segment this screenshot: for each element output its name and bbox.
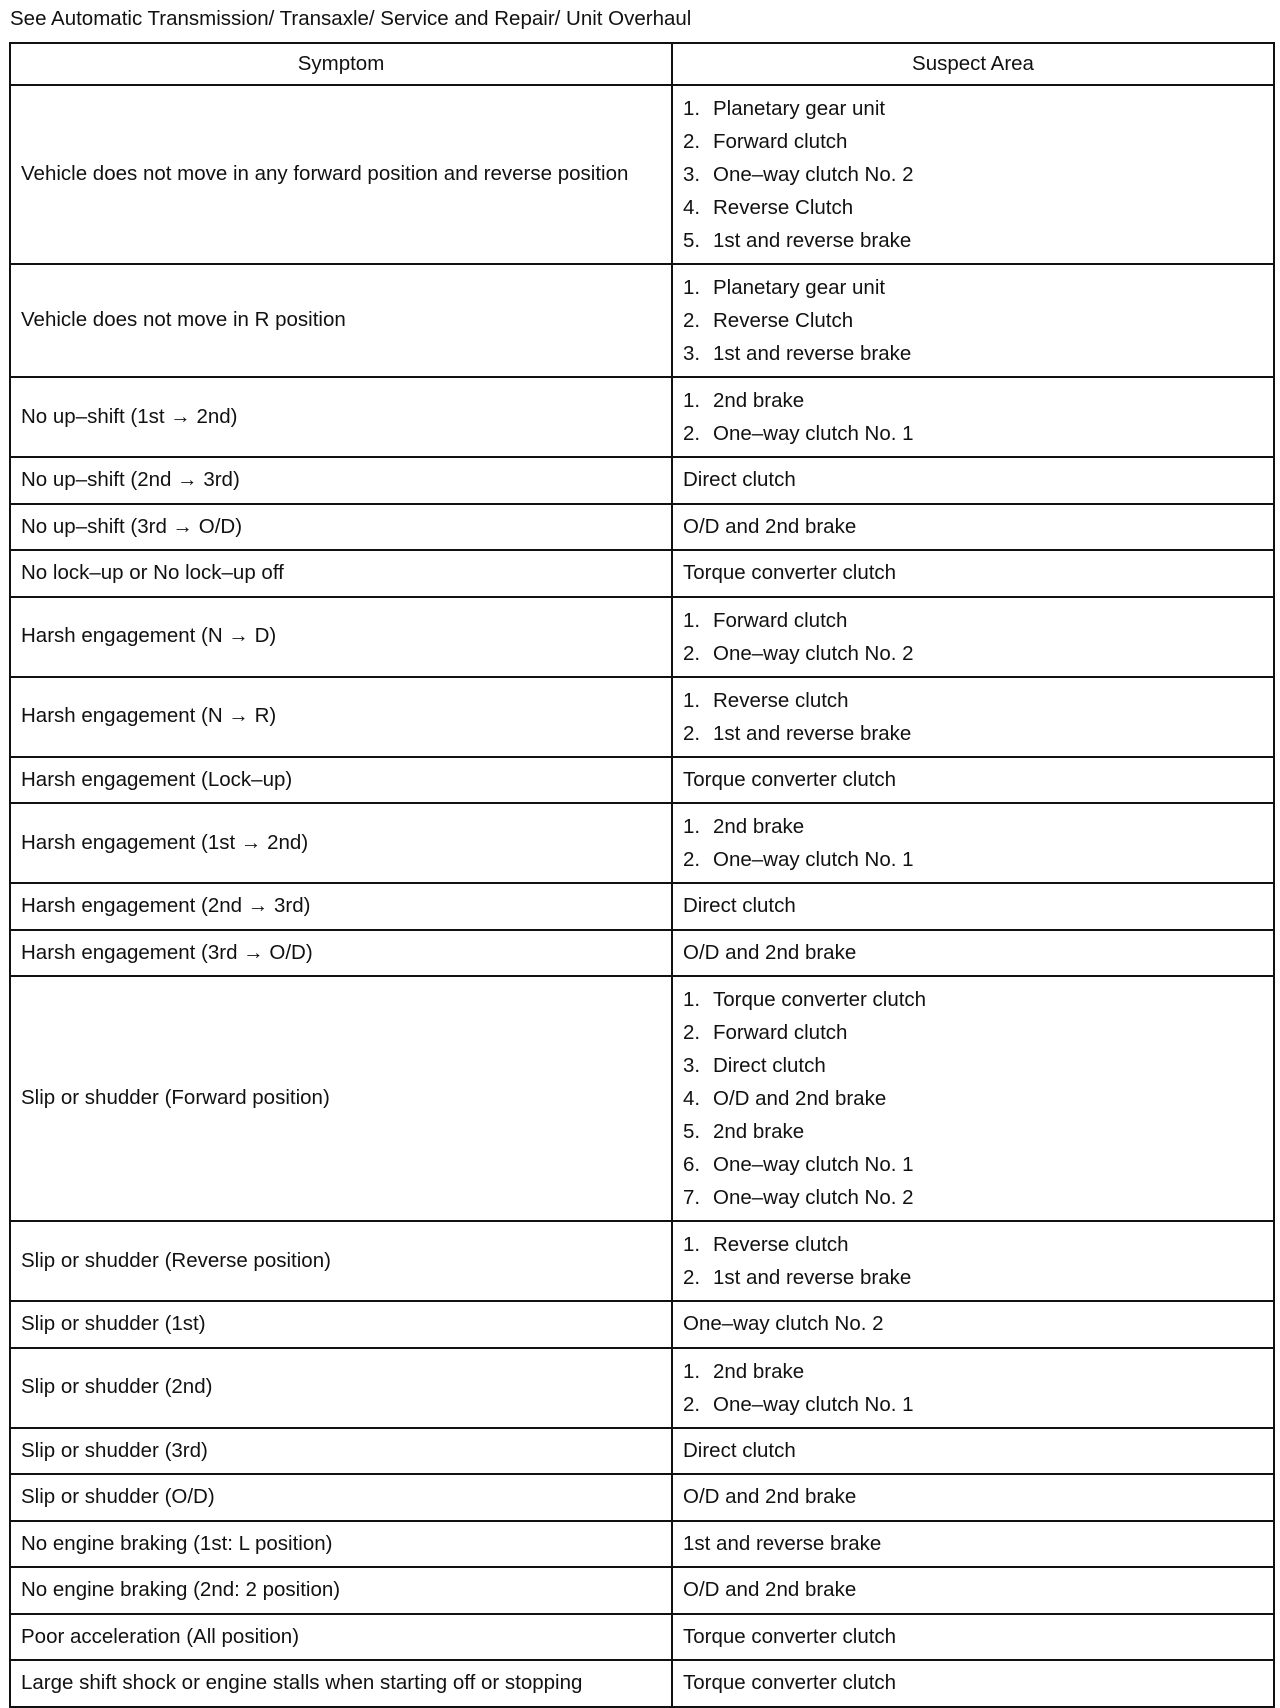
suspect-number: 1. (683, 389, 701, 412)
suspect-text: Reverse Clutch (713, 196, 854, 219)
symptom-text: No up–shift (3rd → O/D) (21, 514, 243, 538)
suspect-number: 1. (683, 97, 701, 120)
table-row (10, 757, 1274, 804)
suspect-number: 1. (683, 1359, 701, 1383)
table-row (10, 264, 1274, 377)
suspect-text: Reverse Clutch (713, 309, 854, 332)
suspect-list-item (683, 1115, 1263, 1148)
suspect-list-item (683, 304, 1263, 337)
symptom-cell (10, 85, 672, 264)
table-row (10, 85, 1274, 264)
suspect-area-cell (672, 377, 1274, 457)
suspect-list (683, 1228, 1263, 1294)
suspect-area-cell (672, 1221, 1274, 1301)
symptom-text: Harsh engagement (N → R) (21, 704, 277, 728)
table-row (10, 1521, 1274, 1568)
suspect-text: 2nd brake (713, 815, 805, 838)
symptom-text: No engine braking (2nd: 2 position) (21, 1578, 341, 1601)
symptom-text: Slip or shudder (O/D) (21, 1485, 215, 1508)
symptom-text: Harsh engagement (2nd → 3rd) (21, 894, 311, 917)
symptom-cell (10, 597, 672, 677)
suspect-text: One–way clutch No. 2 (713, 163, 914, 186)
symptom-cell (10, 976, 672, 1221)
suspect-number: 2. (683, 721, 701, 745)
table-row (10, 597, 1274, 677)
symptom-text: No lock–up or No lock–up off (21, 561, 284, 584)
suspect-text: Planetary gear unit (713, 97, 886, 120)
suspect-list-item (683, 191, 1263, 224)
suspect-number: 6. (683, 1153, 701, 1176)
suspect-text: One–way clutch No. 1 (713, 1392, 914, 1416)
symptom-text: Harsh engagement (N → D) (21, 624, 277, 648)
symptom-text: Slip or shudder (Forward position) (21, 1086, 330, 1110)
suspect-text: Direct clutch (683, 468, 796, 491)
symptom-text: No up–shift (2nd → 3rd) (21, 468, 240, 491)
suspect-list-item (683, 1016, 1263, 1049)
suspect-text: One–way clutch No. 2 (713, 1186, 914, 1209)
suspect-list-item (683, 843, 1263, 876)
symptom-text: No up–shift (1st → 2nd) (21, 404, 238, 428)
suspect-list-item (683, 1261, 1263, 1294)
suspect-text: Forward clutch (713, 130, 848, 153)
suspect-number: 4. (683, 1087, 701, 1110)
suspect-area-cell (672, 597, 1274, 677)
suspect-list-item (683, 125, 1263, 158)
suspect-text: 1st and reverse brake (713, 1266, 912, 1289)
symptom-cell (10, 803, 672, 883)
symptom-text: Harsh engagement (Lock–up) (21, 767, 293, 791)
symptom-table (9, 42, 1275, 1708)
suspect-text: Direct clutch (683, 1438, 796, 1462)
suspect-area-cell (672, 1567, 1274, 1614)
suspect-number: 4. (683, 196, 701, 219)
suspect-text: Torque converter clutch (683, 767, 897, 791)
suspect-text: One–way clutch No. 1 (713, 1153, 914, 1176)
suspect-area-cell (672, 1614, 1274, 1661)
symptom-text: Slip or shudder (3rd) (21, 1438, 208, 1462)
symptom-cell (10, 1474, 672, 1521)
symptom-text: No engine braking (1st: L position) (21, 1531, 333, 1555)
symptom-text: Vehicle does not move in any forward position and reverse position (21, 162, 629, 186)
table-row (10, 883, 1274, 930)
suspect-area-cell (672, 550, 1274, 597)
suspect-text: One–way clutch No. 2 (713, 641, 914, 665)
suspect-area-cell (672, 883, 1274, 930)
symptom-cell (10, 1614, 672, 1661)
table-row (10, 377, 1274, 457)
suspect-area-cell (672, 1660, 1274, 1707)
suspect-text: Torque converter clutch (713, 988, 927, 1011)
suspect-text: O/D and 2nd brake (713, 1087, 887, 1110)
table-row (10, 1221, 1274, 1301)
symptom-text: Slip or shudder (2nd) (21, 1375, 213, 1399)
symptom-text: Poor acceleration (All position) (21, 1624, 300, 1648)
suspect-area-cell (672, 803, 1274, 883)
column-header-suspect-area: Suspect Area (672, 43, 1274, 85)
table-row (10, 1567, 1274, 1614)
symptom-cell (10, 264, 672, 377)
suspect-number: 7. (683, 1186, 701, 1209)
suspect-list-item (683, 604, 1263, 637)
symptom-cell (10, 1660, 672, 1707)
symptom-cell (10, 1221, 672, 1301)
suspect-area-cell (672, 457, 1274, 504)
suspect-text: 2nd brake (713, 1359, 805, 1383)
suspect-number: 1. (683, 1233, 701, 1256)
suspect-list-item (683, 1049, 1263, 1082)
suspect-area-cell (672, 1428, 1274, 1475)
symptom-text: Vehicle does not move in R position (21, 308, 346, 332)
suspect-text: 1st and reverse brake (683, 1531, 882, 1555)
suspect-number: 3. (683, 342, 701, 365)
suspect-list-item (683, 1355, 1263, 1388)
suspect-list-item (683, 1228, 1263, 1261)
symptom-cell (10, 1428, 672, 1475)
table-row (10, 1348, 1274, 1428)
suspect-text: O/D and 2nd brake (683, 1485, 857, 1508)
suspect-area-cell (672, 504, 1274, 551)
table-body (10, 85, 1274, 1707)
suspect-list-item (683, 92, 1263, 125)
suspect-list-item (683, 1148, 1263, 1181)
suspect-text: O/D and 2nd brake (683, 940, 857, 964)
suspect-list-item (683, 1181, 1263, 1214)
symptom-cell (10, 504, 672, 551)
suspect-list (683, 684, 1263, 750)
symptom-cell (10, 550, 672, 597)
suspect-list-item (683, 337, 1263, 370)
suspect-list-item (683, 271, 1263, 304)
symptom-cell (10, 457, 672, 504)
suspect-number: 2. (683, 641, 701, 665)
suspect-text: 1st and reverse brake (713, 229, 912, 252)
suspect-text: 2nd brake (713, 389, 805, 412)
suspect-text: Forward clutch (713, 1021, 848, 1044)
suspect-text: One–way clutch No. 1 (713, 848, 914, 871)
suspect-number: 2. (683, 1021, 701, 1044)
table-row (10, 803, 1274, 883)
symptom-cell (10, 1301, 672, 1348)
table-row (10, 504, 1274, 551)
symptom-cell (10, 377, 672, 457)
suspect-list (683, 384, 1263, 450)
column-header-symptom: Symptom (10, 43, 672, 85)
suspect-list-item (683, 384, 1263, 417)
table-row (10, 457, 1274, 504)
suspect-area-cell (672, 757, 1274, 804)
suspect-text: 1st and reverse brake (713, 721, 912, 745)
suspect-area-cell (672, 1521, 1274, 1568)
suspect-number: 3. (683, 1054, 701, 1077)
table-row (10, 930, 1274, 977)
suspect-area-cell (672, 930, 1274, 977)
symptom-text: Large shift shock or engine stalls when starting off or stopping (21, 1671, 583, 1694)
suspect-number: 1. (683, 688, 701, 712)
suspect-text: 2nd brake (713, 1120, 805, 1143)
table-row (10, 976, 1274, 1221)
table-row (10, 677, 1274, 757)
suspect-text: Torque converter clutch (683, 1671, 897, 1694)
suspect-area-cell (672, 1474, 1274, 1521)
suspect-text: Reverse clutch (713, 1233, 849, 1256)
suspect-list-item (683, 417, 1263, 450)
suspect-number: 5. (683, 229, 701, 252)
suspect-text: Planetary gear unit (713, 276, 886, 299)
suspect-list-item (683, 1082, 1263, 1115)
suspect-list (683, 810, 1263, 876)
suspect-list-item (683, 717, 1263, 750)
suspect-number: 3. (683, 163, 701, 186)
symptom-text: Harsh engagement (3rd → O/D) (21, 940, 313, 964)
suspect-text: Direct clutch (683, 894, 796, 917)
suspect-list-item (683, 810, 1263, 843)
suspect-number: 2. (683, 130, 701, 153)
suspect-list-item (683, 684, 1263, 717)
suspect-area-cell (672, 85, 1274, 264)
suspect-text: One–way clutch No. 1 (713, 422, 914, 445)
suspect-number: 2. (683, 309, 701, 332)
symptom-text: Slip or shudder (Reverse position) (21, 1248, 331, 1272)
suspect-text: O/D and 2nd brake (683, 1578, 857, 1601)
suspect-list (683, 271, 1263, 370)
suspect-number: 1. (683, 608, 701, 632)
symptom-cell (10, 757, 672, 804)
suspect-list (683, 983, 1263, 1214)
suspect-list-item (683, 983, 1263, 1016)
suspect-text: Reverse clutch (713, 688, 849, 712)
suspect-area-cell (672, 1301, 1274, 1348)
suspect-text: O/D and 2nd brake (683, 514, 857, 538)
suspect-text: Torque converter clutch (683, 1624, 897, 1648)
symptom-cell (10, 930, 672, 977)
table-row (10, 1660, 1274, 1707)
table-row (10, 1614, 1274, 1661)
table-header-row (10, 43, 1274, 85)
reference-header: See Automatic Transmission/ Transaxle/ Service and Repair/ Unit Overhaul (10, 7, 692, 30)
symptom-cell (10, 883, 672, 930)
suspect-list-item (683, 224, 1263, 257)
suspect-text: One–way clutch No. 2 (683, 1312, 884, 1335)
suspect-list (683, 92, 1263, 257)
table-row (10, 1474, 1274, 1521)
symptom-cell (10, 1348, 672, 1428)
suspect-area-cell (672, 976, 1274, 1221)
suspect-area-cell (672, 264, 1274, 377)
suspect-number: 2. (683, 848, 701, 871)
suspect-number: 5. (683, 1120, 701, 1143)
suspect-text: 1st and reverse brake (713, 342, 912, 365)
suspect-text: Forward clutch (713, 608, 848, 632)
suspect-list (683, 604, 1263, 670)
suspect-list (683, 1355, 1263, 1421)
suspect-area-cell (672, 1348, 1274, 1428)
suspect-number: 2. (683, 1392, 701, 1416)
table-row (10, 1428, 1274, 1475)
suspect-number: 1. (683, 815, 701, 838)
table-row (10, 1301, 1274, 1348)
symptom-text: Harsh engagement (1st → 2nd) (21, 830, 309, 854)
suspect-number: 1. (683, 988, 701, 1011)
suspect-text: Direct clutch (713, 1054, 826, 1077)
symptom-cell (10, 677, 672, 757)
suspect-text: Torque converter clutch (683, 561, 897, 584)
suspect-number: 2. (683, 1266, 701, 1289)
suspect-area-cell (672, 677, 1274, 757)
suspect-number: 1. (683, 276, 701, 299)
symptom-cell (10, 1567, 672, 1614)
symptom-text: Slip or shudder (1st) (21, 1312, 206, 1335)
suspect-list-item (683, 1388, 1263, 1421)
suspect-number: 2. (683, 422, 701, 445)
table-row (10, 550, 1274, 597)
suspect-list-item (683, 637, 1263, 670)
symptom-cell (10, 1521, 672, 1568)
suspect-list-item (683, 158, 1263, 191)
